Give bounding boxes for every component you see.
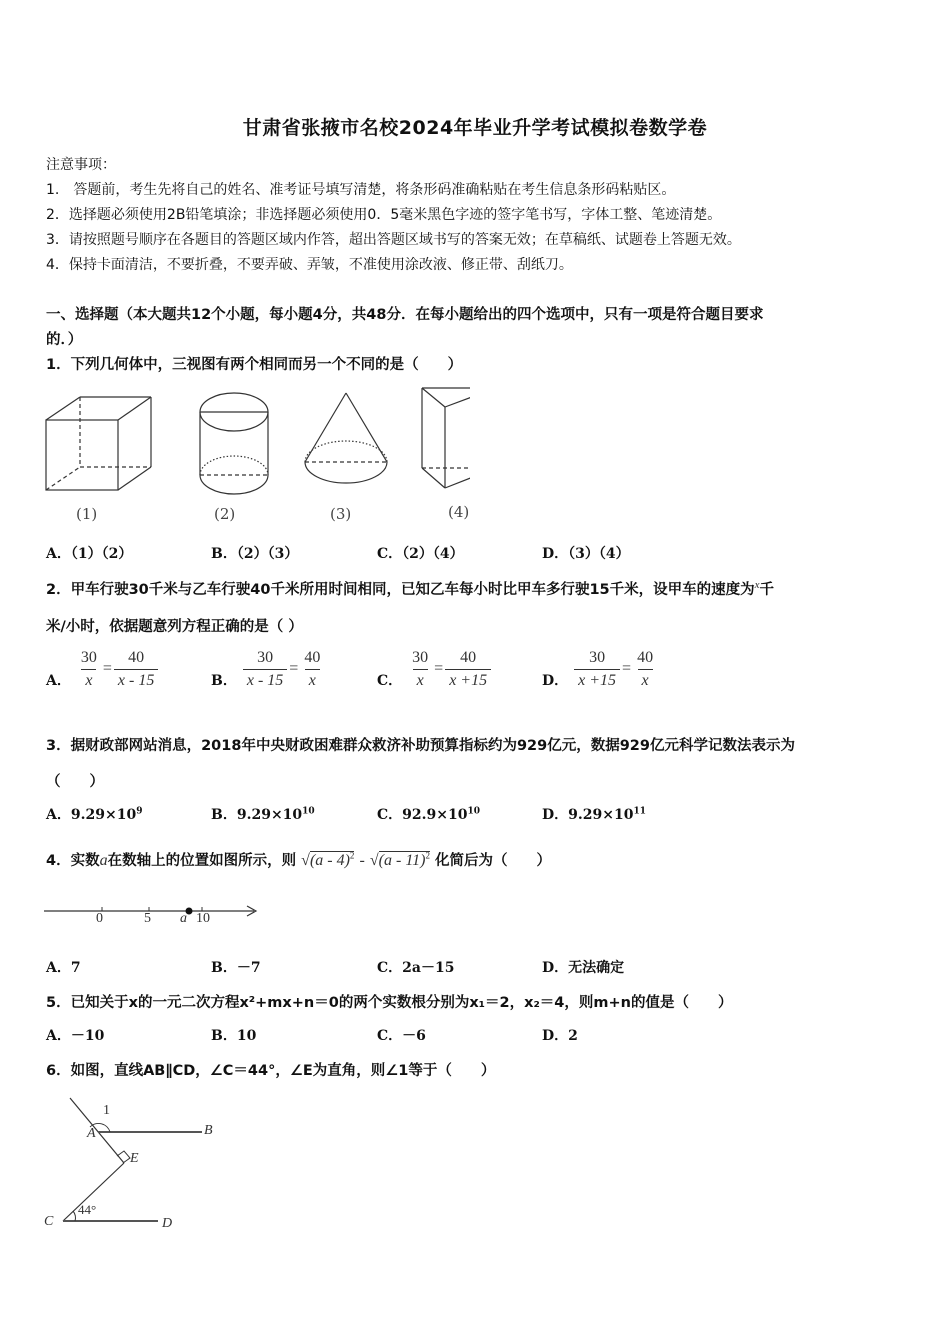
- fraction-left: $\frac{30}{x +15}$: [574, 649, 620, 690]
- question-3-stem-cont: （ ）: [46, 774, 104, 790]
- fraction-left: $\frac{30}{x}$: [80, 648, 97, 689]
- point-label-c: C: [44, 1214, 54, 1229]
- sqrt-expression-1: √(a - 4)$^2$: [301, 850, 355, 869]
- fraction-left: $\frac{30}{x - 15}$: [243, 649, 287, 690]
- option-label: C．: [377, 673, 403, 689]
- cone-figure: [305, 393, 387, 483]
- point-label-e: E: [130, 1151, 139, 1166]
- fraction-right: $\frac{40}{x - 15}$: [114, 649, 158, 690]
- tick-label-10: 10: [196, 911, 210, 926]
- q2-option-c[interactable]: C． $\frac{30}{x}$ = $\frac{40}{x +15}$: [377, 648, 491, 690]
- notice-item-1: 1. 答题前，考生先将自己的姓名、准考证号填写清楚，将条形码准确粘贴在考生信息条形码粘贴区。: [46, 182, 676, 198]
- figure-caption-1: (1): [76, 505, 98, 523]
- fraction-left: $\frac{30}{x}$: [412, 648, 429, 689]
- question-5-stem: 5．已知关于x的一元二次方程x²+mx+n＝0的两个实数根分别为x₁＝2，x₂＝4，则m+n的值是（ ）: [46, 995, 733, 1011]
- notice-heading: 注意事项：: [46, 157, 116, 173]
- question-3-stem: 3．据财政部网站消息，2018年中央财政困难群众救济补助预算指标约为929亿元，数据929亿元科学记数法表示为: [46, 738, 795, 754]
- q6-parallel-lines-figure: [40, 1095, 230, 1240]
- q2-option-d[interactable]: D． $\frac{30}{x +15}$ = $\frac{40}{x}$: [542, 648, 657, 690]
- q5-option-b[interactable]: B．10: [211, 1028, 257, 1044]
- figure-caption-4: (4): [448, 503, 470, 521]
- option-label: A．: [46, 673, 71, 689]
- q5-option-c[interactable]: C．－6: [377, 1028, 426, 1044]
- point-label-d: D: [162, 1216, 173, 1231]
- question-6-stem: 6．如图，直线AB∥CD，∠C＝44°，∠E为直角，则∠1等于（ ）: [46, 1063, 496, 1079]
- point-label-a: A: [87, 1126, 96, 1141]
- page-title: 甘肃省张掖市名校2024年毕业升学考试模拟卷数学卷: [242, 117, 708, 139]
- q4-option-a[interactable]: A．7: [46, 960, 81, 976]
- section-heading: 一、选择题（本大题共12个小题，每小题4分，共48分．在每小题给出的四个选项中，只有一项是符合题目要求: [46, 307, 764, 323]
- angle-label-44: 44°: [78, 1202, 97, 1217]
- q5-option-d[interactable]: D．2: [542, 1028, 578, 1044]
- option-label: B．: [211, 673, 237, 689]
- question-2-stem-cont: 米/小时，依据题意列方程正确的是（ ）: [46, 619, 303, 635]
- notice-item-3: 3．请按照题号顺序在各题目的答题区域内作答，超出答题区域书写的答案无效；在草稿纸、试题卷上答题无效。: [46, 232, 741, 248]
- q3-option-a[interactable]: A．$9.29\times 10^9$: [46, 806, 143, 823]
- question-2-stem: [46, 578, 774, 599]
- q2-option-b[interactable]: B． $\frac{30}{x - 15}$ = $\frac{40}{x}$: [211, 648, 324, 690]
- cylinder-figure: [200, 393, 268, 494]
- notice-item-2: 2．选择题必须使用2B铅笔填涂；非选择题必须使用0．5毫米黑色字迹的签字笔书写，字体工整、笔迹清楚。: [46, 207, 722, 223]
- prism-figure: [422, 388, 470, 488]
- sqrt-expression-2: √(a - 11)$^2$: [369, 850, 430, 869]
- q1-option-c[interactable]: C．（2）（4）: [377, 546, 464, 562]
- q3-option-c[interactable]: C．$92.9\times 10^{10}$: [377, 806, 480, 823]
- tick-label-5: 5: [144, 911, 151, 926]
- question-1-stem: 1．下列几何体中，三视图有两个相同而另一个不同的是（ ）: [46, 357, 463, 373]
- number-line: [44, 900, 264, 932]
- q1-option-a[interactable]: A．（1）（2）: [46, 546, 133, 562]
- angle-label-1: 1: [103, 1103, 110, 1118]
- q1-figures: [40, 385, 470, 495]
- q5-option-a[interactable]: A．－10: [46, 1028, 105, 1044]
- q2-stem-text: 2．甲车行驶30千米与乙车行驶40千米所用时间相同，已知乙车每小时比甲车多行驶15千米，设甲车的速度为: [46, 582, 755, 598]
- q3-option-d[interactable]: D．$9.29\times 10^{11}$: [542, 806, 646, 823]
- q1-option-d[interactable]: D．（3）（4）: [542, 546, 630, 562]
- q4-option-d[interactable]: D．无法确定: [542, 960, 625, 976]
- q1-option-b[interactable]: B．（2）（3）: [211, 546, 299, 562]
- question-4-stem: 4．实数a在数轴上的位置如图所示，则 √(a - 4)$^2$ - √(a - 11)$^2$ 化简后为（ ）: [46, 850, 552, 869]
- figure-caption-2: (2): [214, 505, 236, 523]
- q2-stem-end: 千: [759, 582, 775, 598]
- point-label-a: a: [180, 911, 187, 926]
- figure-caption-3: (3): [330, 505, 352, 523]
- section-heading-cont: 的．）: [46, 332, 83, 348]
- q2-var: x: [754, 579, 760, 592]
- q3-option-b[interactable]: B．$9.29\times 10^{10}$: [211, 806, 315, 823]
- q2-option-a[interactable]: A． $\frac{30}{x}$ = $\frac{40}{x - 15}$: [46, 648, 158, 690]
- fraction-right: $\frac{40}{x +15}$: [445, 649, 491, 690]
- cube-figure: [46, 397, 151, 490]
- fraction-right: $\frac{40}{x}$: [304, 648, 321, 689]
- tick-label-0: 0: [96, 911, 103, 926]
- fraction-right: $\frac{40}{x}$: [637, 648, 654, 689]
- point-label-b: B: [204, 1123, 213, 1138]
- option-label: D．: [542, 673, 569, 689]
- q4-option-c[interactable]: C．2a－15: [377, 960, 455, 976]
- notice-item-4: 4．保持卡面清洁，不要折叠，不要弄破、弄皱，不准使用涂改液、修正带、刮纸刀。: [46, 257, 573, 273]
- q4-option-b[interactable]: B．－7: [211, 960, 261, 976]
